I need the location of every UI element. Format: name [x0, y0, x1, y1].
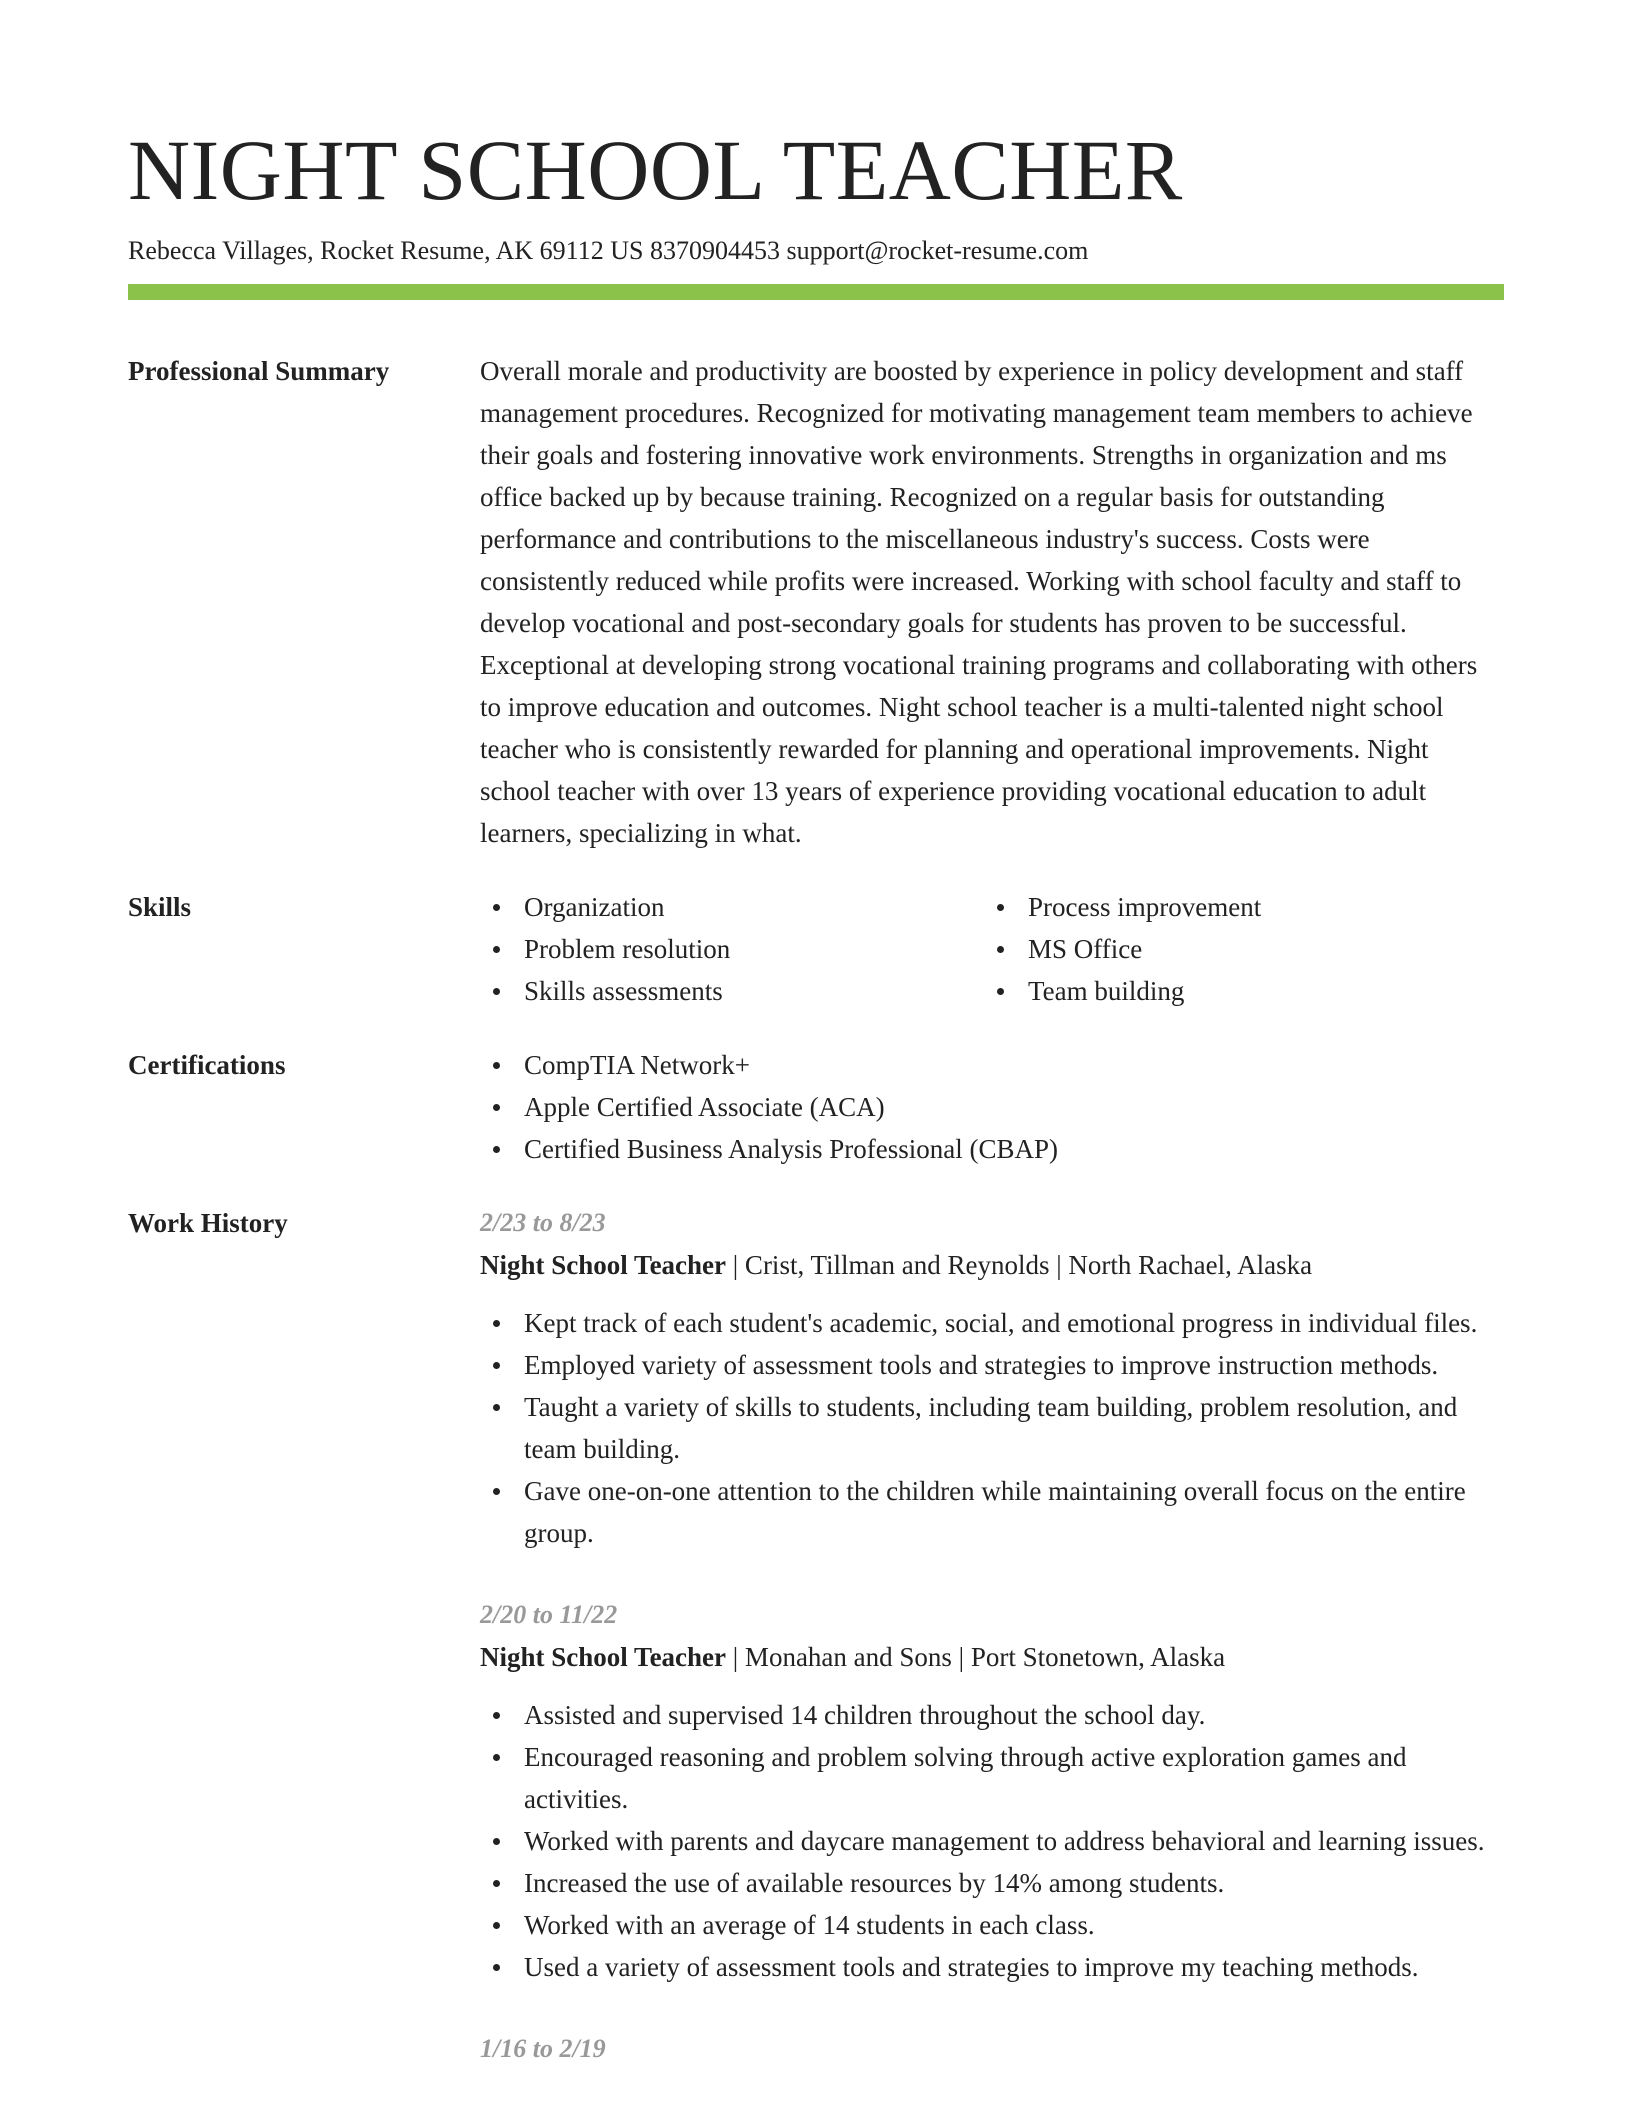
certification-item: Apple Certified Associate (ACA)	[480, 1086, 1504, 1128]
skill-item: Problem resolution	[480, 928, 984, 970]
job-duty: Encouraged reasoning and problem solving through active exploration games and activities.	[480, 1736, 1504, 1820]
job-duties-list	[480, 1302, 1504, 1554]
skill-item: Team building	[984, 970, 1488, 1012]
skill-item: MS Office	[984, 928, 1488, 970]
job-duty: Kept track of each student's academic, social, and emotional progress in individual files.	[480, 1302, 1504, 1344]
skill-item: Process improvement	[984, 886, 1488, 928]
job-duty: Used a variety of assessment tools and strategies to improve my teaching methods.	[480, 1946, 1504, 1988]
skills-list-left	[480, 886, 984, 1012]
job-duty: Taught a variety of skills to students, including team building, problem resolution, and team building.	[480, 1386, 1504, 1470]
certifications-heading: Certifications	[128, 1050, 286, 1080]
resume-title: NIGHT SCHOOL TEACHER	[128, 122, 1183, 218]
skill-item: Organization	[480, 886, 984, 928]
job-dates: 2/20 to 11/22	[480, 1600, 618, 1629]
job-duty: Worked with an average of 14 students in each class.	[480, 1904, 1504, 1946]
job-company-location: | Crist, Tillman and Reynolds | North Rachael, Alaska	[726, 1250, 1313, 1280]
skills-list-right	[984, 886, 1488, 1012]
job-title: Night School Teacher	[480, 1642, 727, 1672]
certification-item: Certified Business Analysis Professional (CBAP)	[480, 1128, 1504, 1170]
summary-section	[128, 350, 1504, 854]
job-duty: Gave one-on-one attention to the children while maintaining overall focus on the entire group.	[480, 1470, 1504, 1554]
job-company-location: | Monahan and Sons | Port Stonetown, Alaska	[726, 1642, 1226, 1672]
job-duty: Worked with parents and daycare management to address behavioral and learning issues.	[480, 1820, 1504, 1862]
job-heading	[480, 1244, 1504, 1286]
job-heading	[480, 1636, 1504, 1678]
resume-page	[128, 0, 1504, 2110]
job-duty: Employed variety of assessment tools and strategies to improve instruction methods.	[480, 1344, 1504, 1386]
skill-item: Skills assessments	[480, 970, 984, 1012]
skills-heading: Skills	[128, 892, 192, 922]
job-duty: Assisted and supervised 14 children throughout the school day.	[480, 1694, 1504, 1736]
job-entry	[480, 1594, 1504, 1988]
skills-section	[128, 886, 1504, 1012]
summary-text: Overall morale and productivity are boosted by experience in policy development and staff management procedures. Recognized for motivating management team members to achieve their goals and fostering innovative work environments. Strengths in organization and ms office backed up by because training. Recognized on a regular basis for outstanding performance and contributions to the miscellaneous industry's success. Costs were consistently reduced while profits were increased. Working with school faculty and staff to develop vocational and post-secondary goals for students has proven to be successful. Exceptional at developing strong vocational training programs and collaborating with others to improve education and outcomes. Night school teacher is a multi-talented night school teacher who is consistently rewarded for planning and operational improvements. Night school teacher with over 13 years of experience providing vocational education to adult learners, specializing in what.	[480, 356, 1478, 848]
certification-item: CompTIA Network+	[480, 1044, 1504, 1086]
job-dates: 2/23 to 8/23	[480, 1208, 606, 1237]
work-history-heading: Work History	[128, 1208, 288, 1238]
work-history-section	[128, 1202, 1504, 2110]
job-dates: 1/16 to 2/19	[480, 2034, 606, 2063]
job-entry	[480, 2028, 1504, 2070]
certifications-section	[128, 1044, 1504, 1170]
certifications-list	[480, 1044, 1504, 1170]
contact-info: Rebecca Villages, Rocket Resume, AK 69112 US 8370904453 support@rocket-resume.com	[128, 236, 1089, 265]
job-duties-list	[480, 1694, 1504, 1988]
job-entry	[480, 1202, 1504, 1554]
job-title: Night School Teacher	[480, 1250, 727, 1280]
job-duty: Increased the use of available resources by 14% among students.	[480, 1862, 1504, 1904]
summary-heading: Professional Summary	[128, 356, 390, 386]
header-divider	[128, 284, 1504, 300]
